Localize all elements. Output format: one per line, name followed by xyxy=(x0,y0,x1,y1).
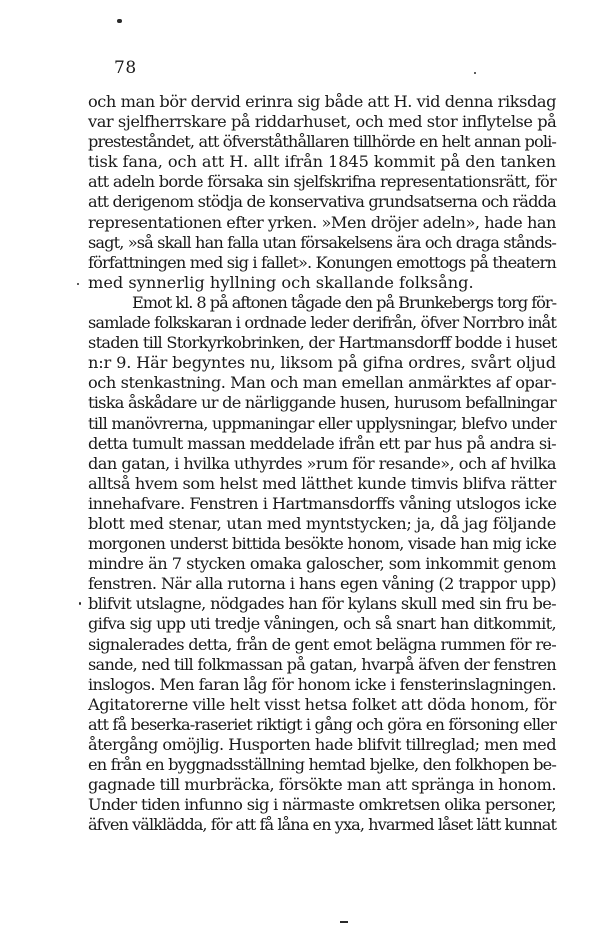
page-number: 78 xyxy=(114,58,137,78)
text-line: att adeln borde försaka sin sjelfskrifna representationsrätt, för xyxy=(88,172,556,192)
text-line: n:r 9. Här begyntes nu, liksom på gifna ordres, svårt oljud xyxy=(88,353,556,373)
text-line: äfven välklädda, för att få låna en yxa, hvarmed låset lätt kunnat xyxy=(88,815,556,835)
text-line: innehafvare. Fenstren i Hartmansdorffs våning utslogos icke xyxy=(88,493,557,513)
text-line: representationen efter yrken. »Men dröjer adeln», hade han xyxy=(88,212,556,232)
text-line: presteståndet, att öfverståthållaren tillhörde en helt annan poli- xyxy=(88,132,556,152)
text-line: blott med stenar, utan med myntstycken; ja, då jag följande xyxy=(88,513,556,533)
text-line: morgonen underst bittida besökte honom, visade han mig icke xyxy=(88,534,556,554)
text-line: detta tumult massan meddelade ifrån ett par hus på andra si- xyxy=(88,433,556,453)
text-line: gagnade till murbräcka, försökte man att spränga in honom. xyxy=(88,775,556,795)
text-line: återgång omöjlig. Husporten hade blifvit tillreglad; men med xyxy=(88,735,556,754)
ink-speck xyxy=(79,602,81,605)
text-line: samlade folkskaran i ordnade leder derifrån, öfver Norrbro inåt xyxy=(88,313,556,333)
text-line: Under tiden infunno sig i närmaste omkretsen olika personer, xyxy=(88,795,556,815)
text-line: tisk fana, och att H. allt ifrån 1845 kommit på den tanken xyxy=(88,152,556,172)
text-line: att få beserka-raseriet riktigt i gång och göra en försoning eller xyxy=(88,714,556,734)
text-line: och man bör dervid erinra sig både att H. vid denna riksdag xyxy=(88,92,556,111)
text-line: sande, ned till folkmassan på gatan, hvarpå äfven der fenstren xyxy=(88,654,556,674)
text-line: staden till Storkyrkobrinken, der Hartmansdorff bodde i huset xyxy=(88,333,557,353)
text-line: Agitatorerne ville helt visst hetsa folket att döda honom, för xyxy=(88,694,556,714)
text-line: fenstren. När alla rutorna i hans egen våning (2 trappor upp) xyxy=(88,574,556,594)
text-line: och stenkastning. Man och man emellan anmärktes af opar- xyxy=(88,373,556,393)
text-line: sagt, »så skall han falla utan försakelsens ära och draga stånds- xyxy=(88,232,556,252)
ink-speck xyxy=(474,72,476,74)
text-line: en från en byggnadsställning hemtad bjelke, den folkhopen be- xyxy=(88,755,556,775)
text-line: till manövrerna, uppmaningar eller upplysningar, blefvo under xyxy=(88,413,556,433)
text-line: blifvit utslagne, nödgades han för kylans skull med sin fru be- xyxy=(88,594,556,614)
text-line: författningen med sig i fallet». Konungen emottogs på theatern xyxy=(88,252,557,272)
text-line: dan gatan, i hvilka uthyrdes »rum för resande», och af hvilka xyxy=(88,453,556,473)
text-line: med synnerlig hyllning och skallande folksång. xyxy=(88,272,474,292)
text-line: inslogos. Men faran låg för honom icke i fensterinslagningen. xyxy=(88,674,556,694)
ink-speck xyxy=(117,19,122,23)
text-line: tiska åskådare ur de närliggande husen, hurusom befallningar xyxy=(88,393,556,413)
paragraph-start-line: Emot kl. 8 på aftonen tågade den på Brunkebergs torg för- xyxy=(132,292,556,312)
text-line: att derigenom stödja de konservativa grundsatserna och rädda xyxy=(88,192,556,212)
ink-speck xyxy=(77,283,79,285)
body-text xyxy=(88,92,556,835)
text-line: gifva sig upp uti tredje våningen, och så snart han ditkommit, xyxy=(88,614,556,634)
text-line: mindre än 7 stycken omaka galoscher, som inkommit genom xyxy=(88,554,556,574)
text-line: signalerades detta, från de gent emot belägna rummen för re- xyxy=(88,634,556,654)
text-line: alltså hvem som helst med lätthet kunde timvis blifva rätter xyxy=(88,473,556,493)
footer-mark xyxy=(340,921,348,923)
text-line: var sjelfherrskare på riddarhuset, och med stor inflytelse på xyxy=(88,112,557,132)
